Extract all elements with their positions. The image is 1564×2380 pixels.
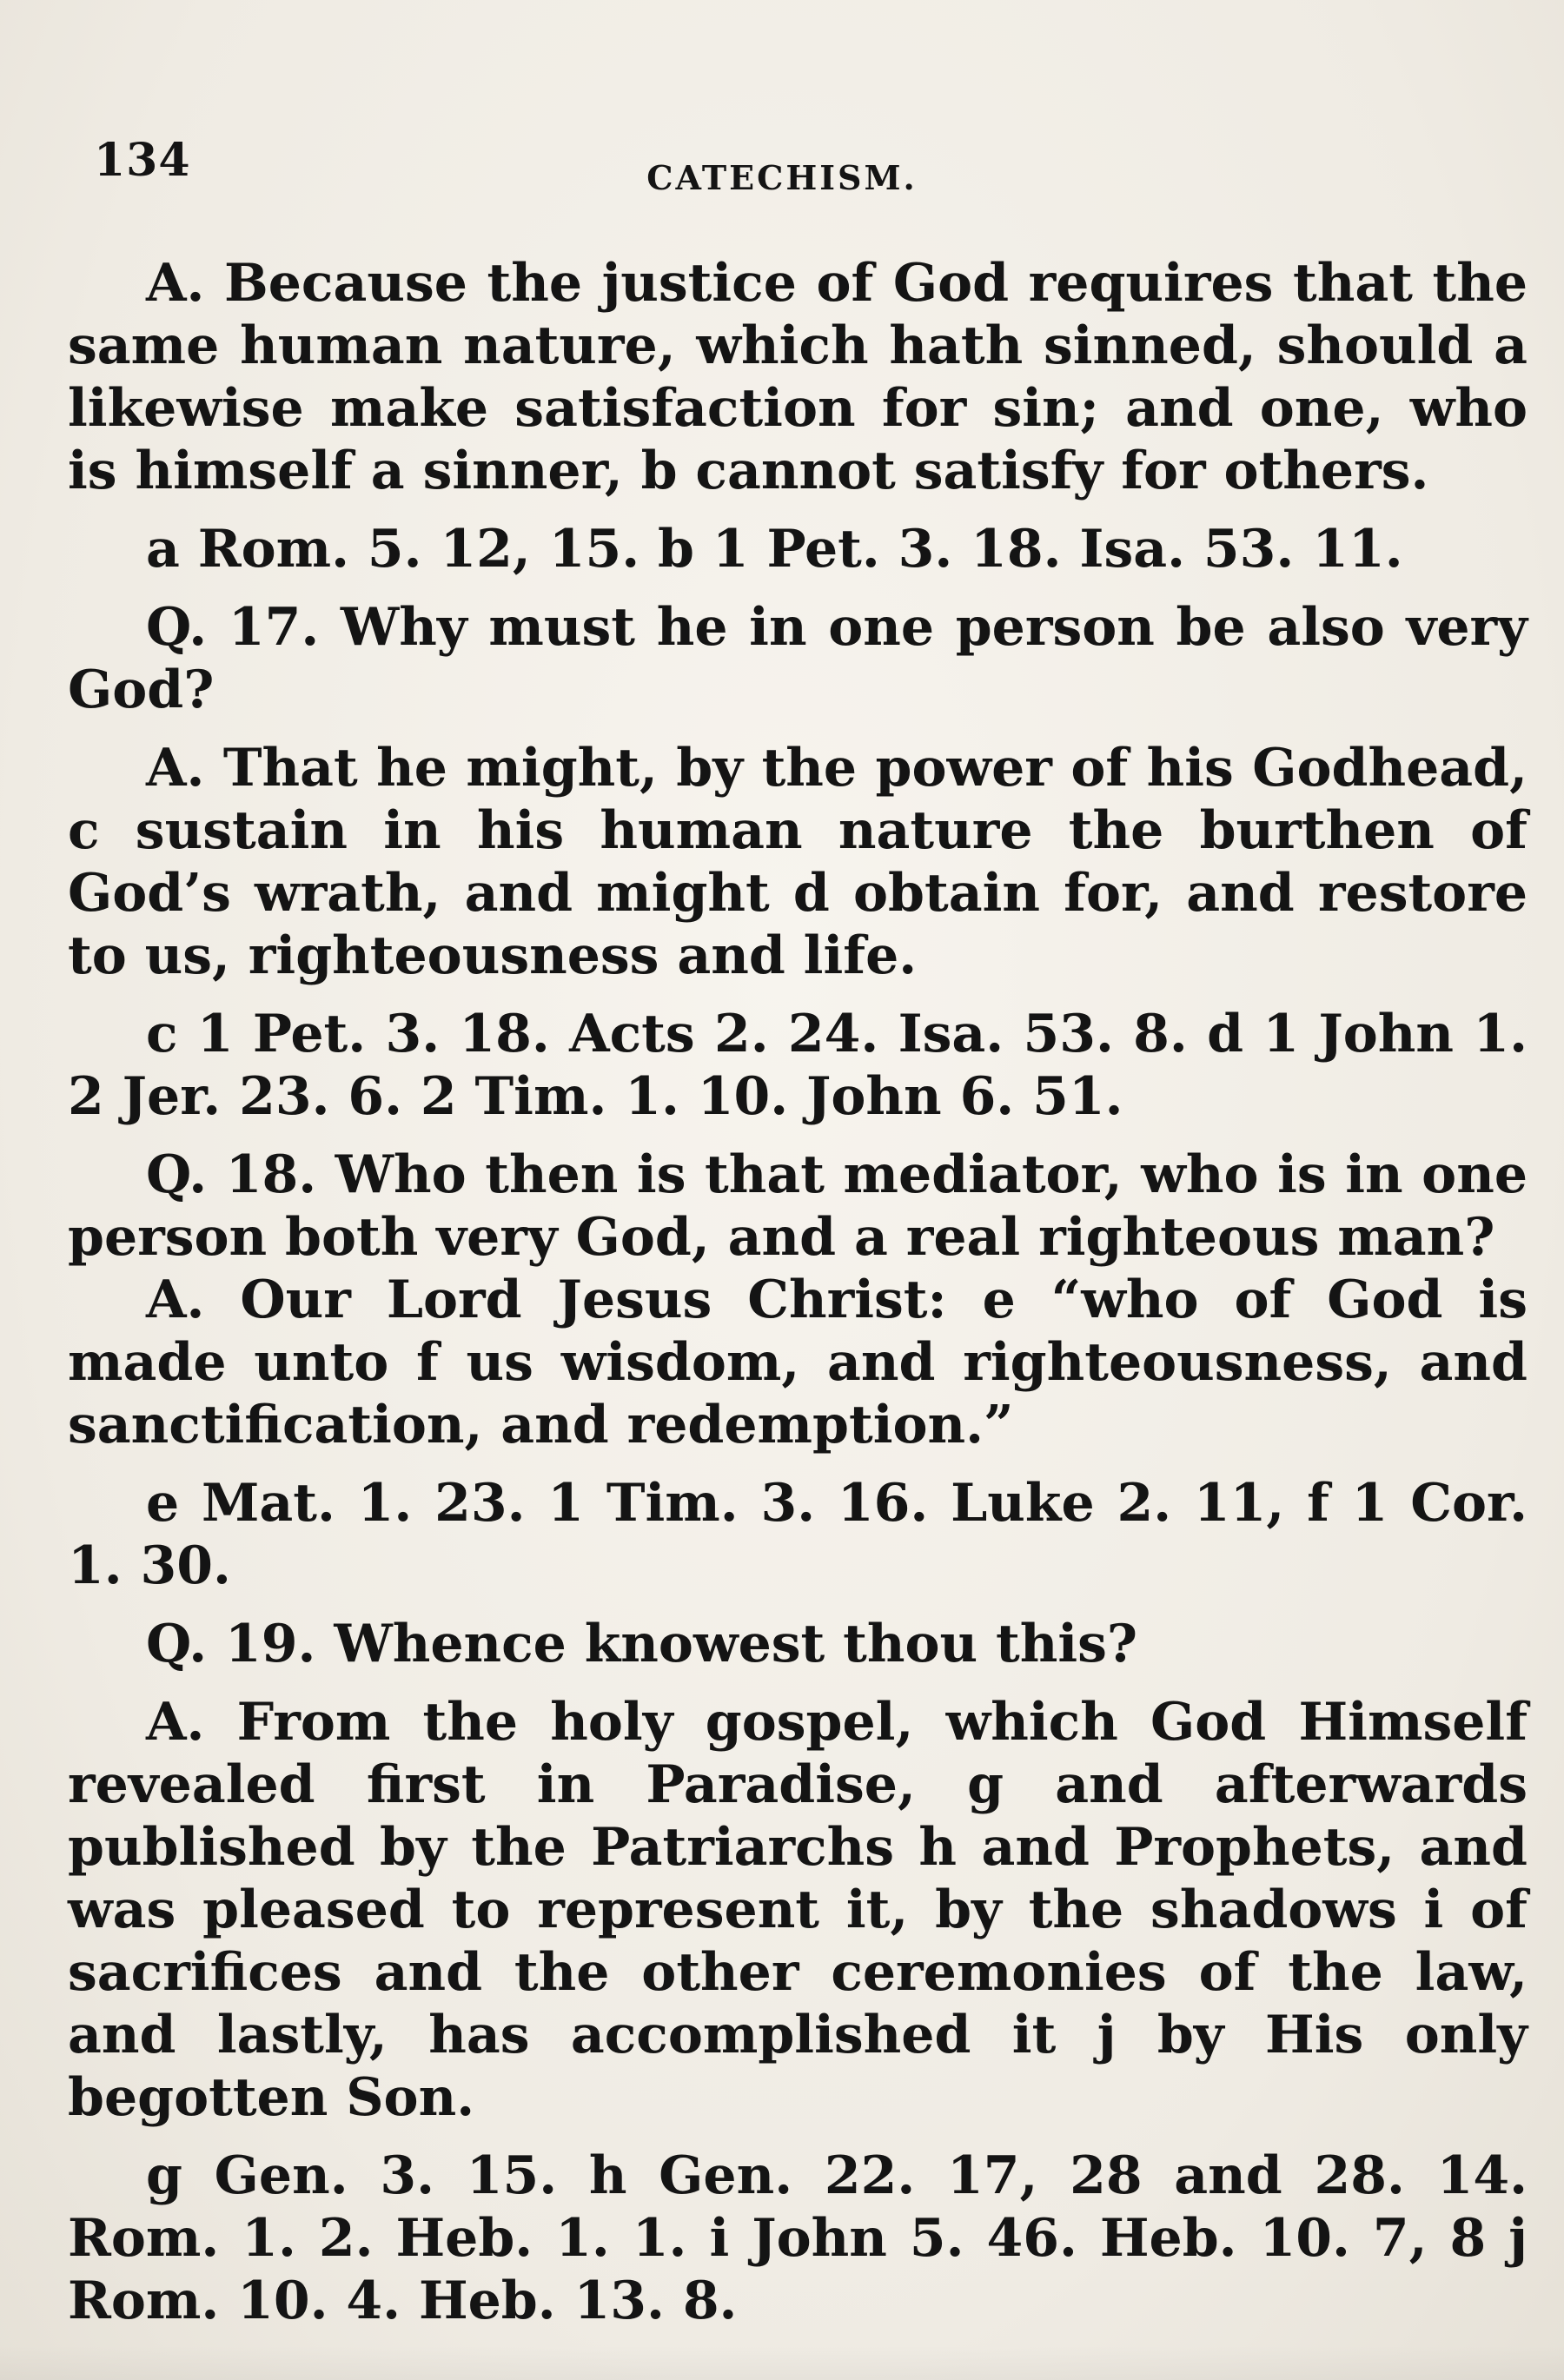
answer-16: A. Because the justice of God requires that the same human nature, which hath sinned, should a likewise make satisfaction for sin; and one, who is himself a sinner, b cannot satisfy for others. [68,253,1528,501]
answer-18: A. Our Lord Jesus Christ: e “who of God is made unto f us wisdom, and righteousness, and sanctification, and redemption.” [68,1270,1528,1455]
answer-19: A. From the holy gospel, which God Himself revealed first in Paradise, g and afterwards published by the Patriarchs h and Prophets, and was pleased to represent it, by the shadows i of sacrifices and the other ceremonies of the law, and lastly, has accomplished it j by His only begotten Son. [68,1692,1528,2128]
page-body [68,252,1528,2348]
scripture-references-19: g Gen. 3. 15. h Gen. 22. 17, 28 and 28. 14. Rom. 1. 2. Heb. 1. 1. i John 5. 46. Heb. 10. 7, 8 j Rom. 10. 4. Heb. 13. 8. [68,2145,1528,2331]
scripture-references-17: c 1 Pet. 3. 18. Acts 2. 24. Isa. 53. 8. d 1 John 1. 2 Jer. 23. 6. 2 Tim. 1. 10. John 6. 51. [68,1004,1528,1127]
question-18: Q. 18. Who then is that mediator, who is in one person both very God, and a real righteous man? [68,1144,1528,1268]
answer-17: A. That he might, by the power of his Godhead, c sustain in his human nature the burthen of God’s wrath, and might d obtain for, and restore to us, righteousness and life. [68,738,1528,986]
page-bottom-shade [0,2345,1564,2380]
scripture-references-16: a Rom. 5. 12, 15. b 1 Pet. 3. 18. Isa. 53. 11. [146,519,1403,580]
page-number: 134 [94,134,191,187]
running-head: CATECHISM. [646,158,918,197]
question-19: Q. 19. Whence knowest thou this? [146,1614,1138,1674]
page-header [0,122,1564,209]
question-17: Q. 17. Why must he in one person be also very God? [68,597,1528,720]
scripture-references-18: e Mat. 1. 23. 1 Tim. 3. 16. Luke 2. 11, f 1 Cor. 1. 30. [68,1473,1528,1596]
